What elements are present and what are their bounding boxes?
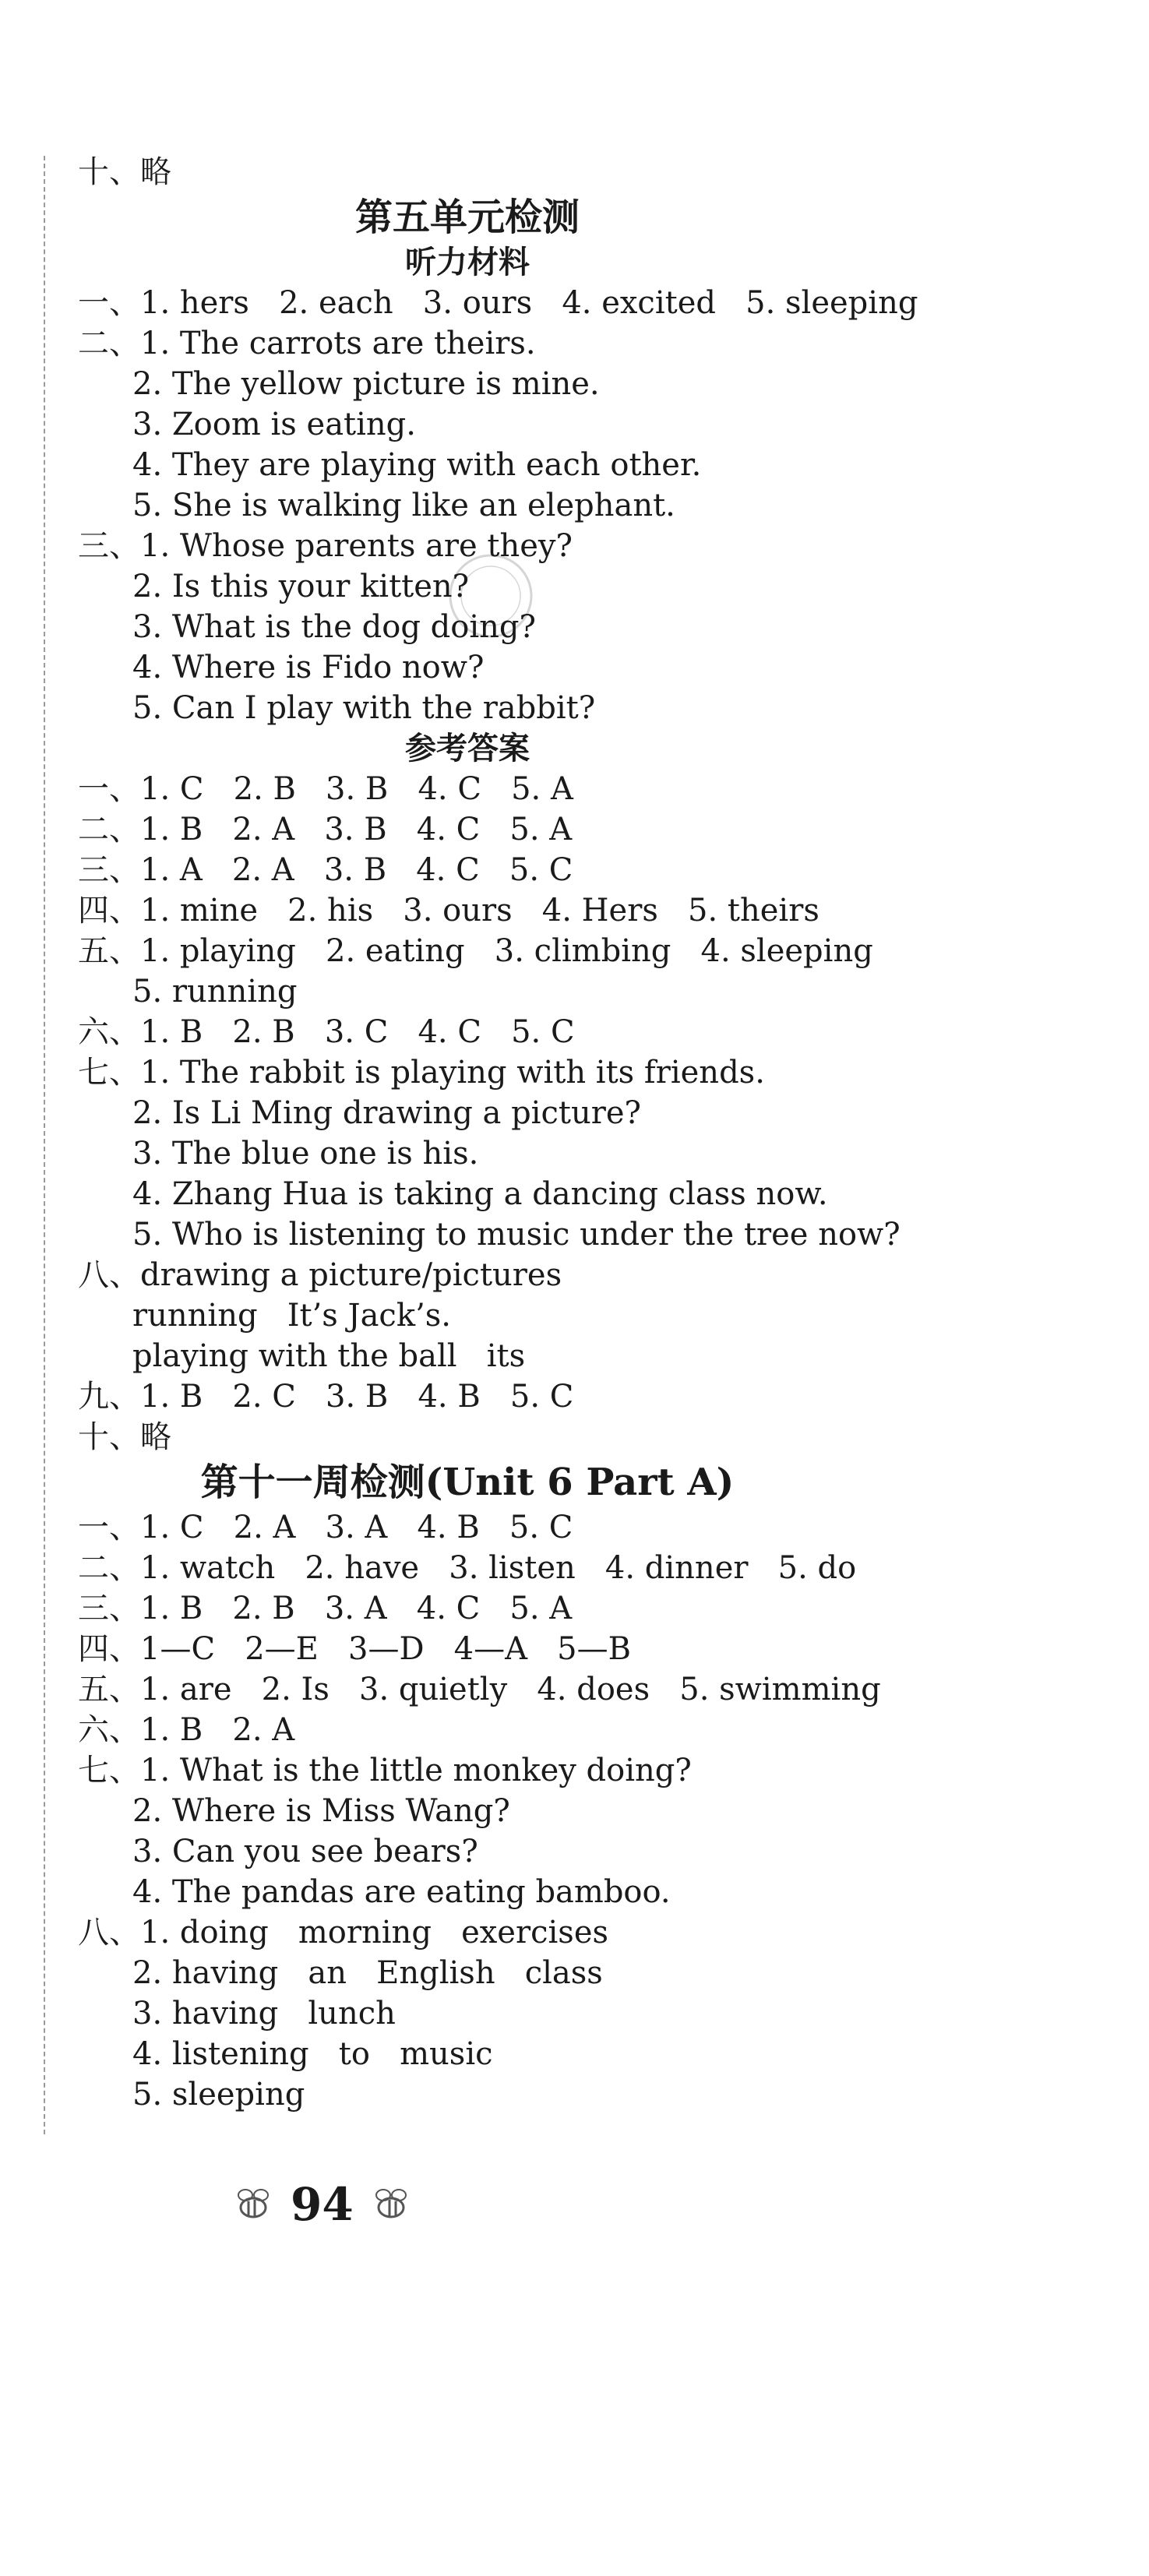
listening-line: 4. They are playing with each other. — [132, 447, 702, 483]
week11-answers-list — [78, 1507, 935, 2115]
answer-line: 3. Can you see bears? — [132, 1834, 478, 1869]
answer-line: 5. Who is listening to music under the tree now? — [132, 1217, 901, 1253]
listening-line: 一、1. hers 2. each 3. ours 4. excited 5. sleeping — [78, 285, 918, 321]
answer-line: 2. Is Li Ming drawing a picture? — [132, 1095, 641, 1131]
page-footer — [230, 2173, 414, 2236]
listening-list — [78, 283, 935, 728]
listening-line: 5. She is walking like an elephant. — [132, 488, 675, 523]
answer-line: 5. sleeping — [132, 2077, 305, 2113]
listening-line: 三、1. Whose parents are they? — [78, 528, 573, 564]
answer-line: 2. Where is Miss Wang? — [132, 1793, 510, 1829]
answer-line: 五、1. playing 2. eating 3. climbing 4. sleeping — [78, 933, 873, 969]
listening-line: 5. Can I play with the rabbit? — [132, 690, 596, 726]
answer-line: 八、1. doing morning exercises — [78, 1915, 609, 1951]
page-number: 94 — [291, 2178, 354, 2231]
answer-line: 四、1—C 2—E 3—D 4—A 5—B — [78, 1631, 631, 1667]
answer-line: 七、1. What is the little monkey doing? — [78, 1753, 692, 1788]
answer-line: 六、1. B 2. A — [78, 1712, 295, 1748]
week11-title: 第十一周检测(Unit 6 Part A) — [200, 1461, 735, 1504]
listening-line: 2. The yellow picture is mine. — [132, 366, 600, 402]
listening-title: 听力材料 — [405, 244, 530, 280]
unit5-title: 第五单元检测 — [354, 196, 580, 239]
answer-line: 二、1. B 2. A 3. B 4. C 5. A — [78, 812, 573, 848]
answer-line: playing with the ball its — [132, 1338, 526, 1374]
answer-line: 八、drawing a picture/pictures — [78, 1257, 562, 1293]
answer-line: 3. having lunch — [132, 1996, 396, 2032]
answer-line: 九、1. B 2. C 3. B 4. B 5. C — [78, 1379, 574, 1415]
top-answer-line: 十、略 — [78, 154, 171, 190]
listening-line: 2. Is this your kitten? — [132, 569, 470, 604]
answer-line: 五、1. are 2. Is 3. quietly 4. does 5. swimming — [78, 1672, 881, 1707]
answer-line: 4. The pandas are eating bamboo. — [132, 1874, 671, 1910]
answer-line: 一、1. C 2. A 3. A 4. B 5. C — [78, 1510, 573, 1545]
content-column — [78, 152, 935, 2115]
bee-icon — [368, 2181, 414, 2228]
answer-line: 六、1. B 2. B 3. C 4. C 5. C — [78, 1014, 575, 1050]
listening-line: 3. Zoom is eating. — [132, 407, 416, 442]
binding-margin-line — [44, 156, 45, 2134]
answer-line: 4. listening to music — [132, 2036, 493, 2072]
answer-line: 4. Zhang Hua is taking a dancing class now. — [132, 1176, 828, 1212]
answer-line: 5. running — [132, 974, 298, 1010]
answer-line: 2. having an English class — [132, 1955, 603, 1991]
unit5-answers-list — [78, 769, 935, 1457]
listening-line: 3. What is the dog doing? — [132, 609, 536, 645]
answer-line: 四、1. mine 2. his 3. ours 4. Hers 5. theirs — [78, 893, 819, 929]
answer-line: 二、1. watch 2. have 3. listen 4. dinner 5. do — [78, 1550, 857, 1586]
listening-line: 二、1. The carrots are theirs. — [78, 326, 536, 361]
answer-line: 三、1. A 2. A 3. B 4. C 5. C — [78, 852, 573, 888]
answer-line: 十、略 — [78, 1419, 171, 1455]
listening-line: 4. Where is Fido now? — [132, 650, 485, 685]
answer-line: running It’s Jack’s. — [132, 1298, 452, 1334]
answer-line: 三、1. B 2. B 3. A 4. C 5. A — [78, 1591, 573, 1626]
answer-line: 一、1. C 2. B 3. B 4. C 5. A — [78, 771, 573, 807]
answer-line: 3. The blue one is his. — [132, 1136, 479, 1172]
bee-icon — [230, 2181, 277, 2228]
answers-title: 参考答案 — [405, 730, 530, 766]
answer-line: 七、1. The rabbit is playing with its friends. — [78, 1055, 765, 1091]
